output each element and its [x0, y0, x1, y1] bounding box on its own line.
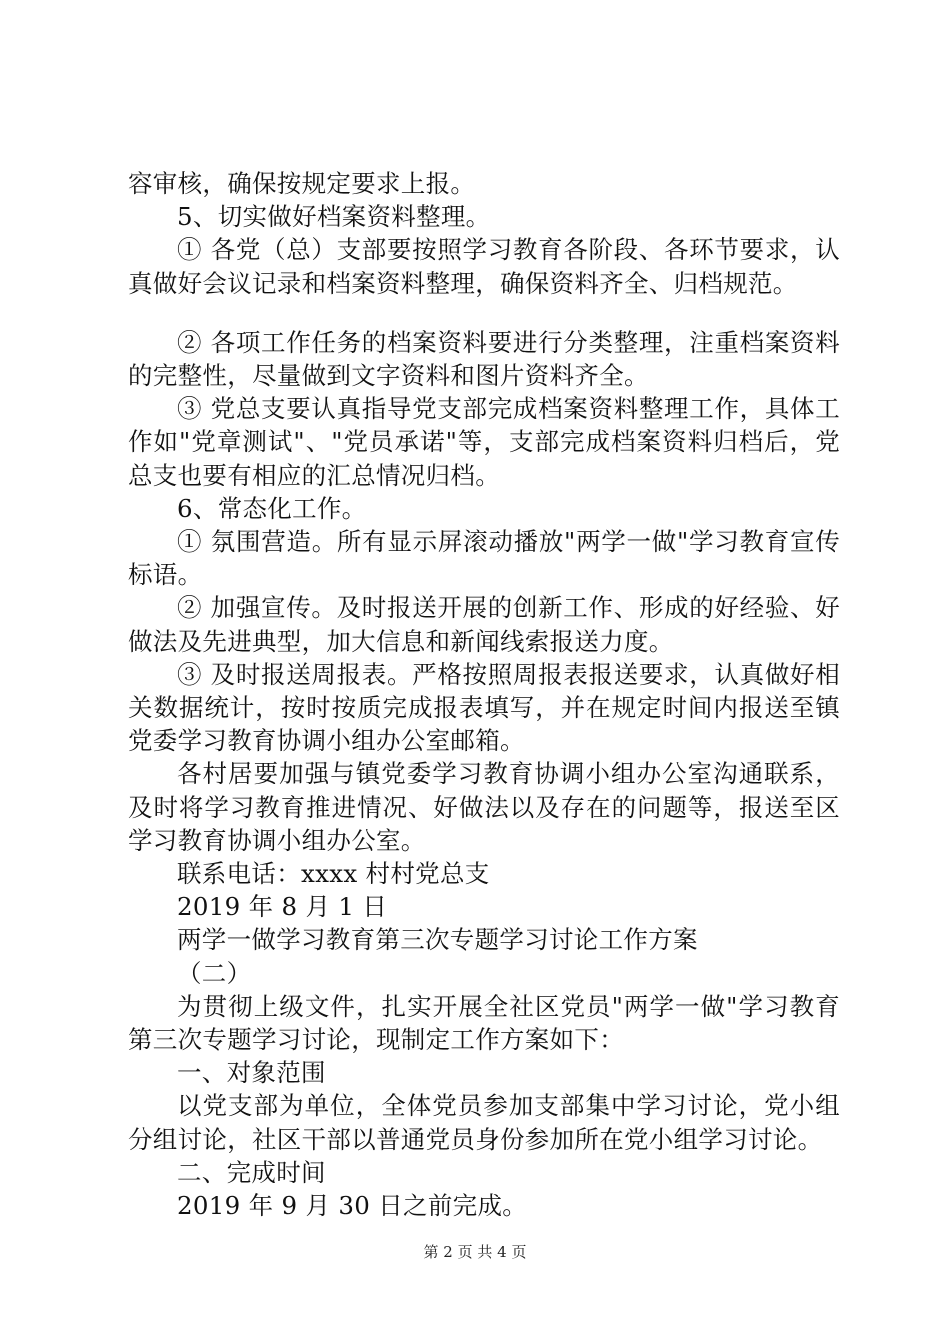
paragraph-archive-item-3: ③ 党总支要认真指导党支部完成档案资料整理工作，具体工作如"党章测试"、"党员承诺"等，支部完成档案资料归档后，党总支也要有相应的汇总情况归档。 — [128, 394, 840, 490]
paragraph-routine-item-1: ① 氛围营造。所有显示屏滚动播放"两学一做"学习教育宣传标语。 — [128, 527, 840, 590]
section-subtitle: （二） — [177, 958, 252, 988]
paragraph-archive-item-1: ① 各党（总）支部要按照学习教育各阶段、各环节要求，认真做好会议记录和档案资料整理，确保资料齐全、归档规范。 — [128, 235, 840, 298]
paragraph-routine-item-3: ③ 及时报送周报表。严格按照周报表报送要求，认真做好相关数据统计，按时按质完成报表填写，并在规定时间内报送至镇党委学习教育协调小组办公室邮箱。 — [128, 659, 840, 756]
date-line: 2019 年 8 月 1 日 — [177, 892, 388, 922]
heading-target-scope: 一、对象范围 — [177, 1058, 326, 1088]
paragraph-archive-item-2: ② 各项工作任务的档案资料要进行分类整理，注重档案资料的完整性，尽量做到文字资料和图片资料齐全。 — [128, 327, 840, 391]
heading-archive-organization: 5、切实做好档案资料整理。 — [177, 202, 491, 232]
heading-completion-time: 二、完成时间 — [177, 1157, 326, 1187]
paragraph-target-scope: 以党支部为单位，全体党员参加支部集中学习讨论，党小组分组讨论，社区干部以普通党员身份参加所在党小组学习讨论。 — [128, 1091, 840, 1154]
section-title: 两学一做学习教育第三次专题学习讨论工作方案 — [177, 925, 698, 955]
paragraph-village-liaison: 各村居要加强与镇党委学习教育协调小组办公室沟通联系，及时将学习教育推进情况、好做法以及存在的问题等，报送至区学习教育协调小组办公室。 — [128, 759, 840, 855]
paragraph-routine-item-2: ② 加强宣传。及时报送开展的创新工作、形成的好经验、好做法及先进典型，加大信息和新闻线索报送力度。 — [128, 593, 840, 656]
paragraph-intro: 为贯彻上级文件，扎实开展全社区党员"两学一做"学习教育第三次专题学习讨论，现制定工作方案如下： — [128, 991, 840, 1055]
heading-routine-work: 6、常态化工作。 — [177, 493, 367, 523]
contact-line: 联系电话：xxxx 村村党总支 — [177, 859, 490, 889]
paragraph-review-continuation: 容审核，确保按规定要求上报。 — [128, 169, 476, 198]
page-footer: 第 2 页 共 4 页 — [423, 1243, 527, 1261]
paragraph-completion-time: 2019 年 9 月 30 日之前完成。 — [177, 1191, 528, 1221]
document-body — [128, 167, 840, 1222]
